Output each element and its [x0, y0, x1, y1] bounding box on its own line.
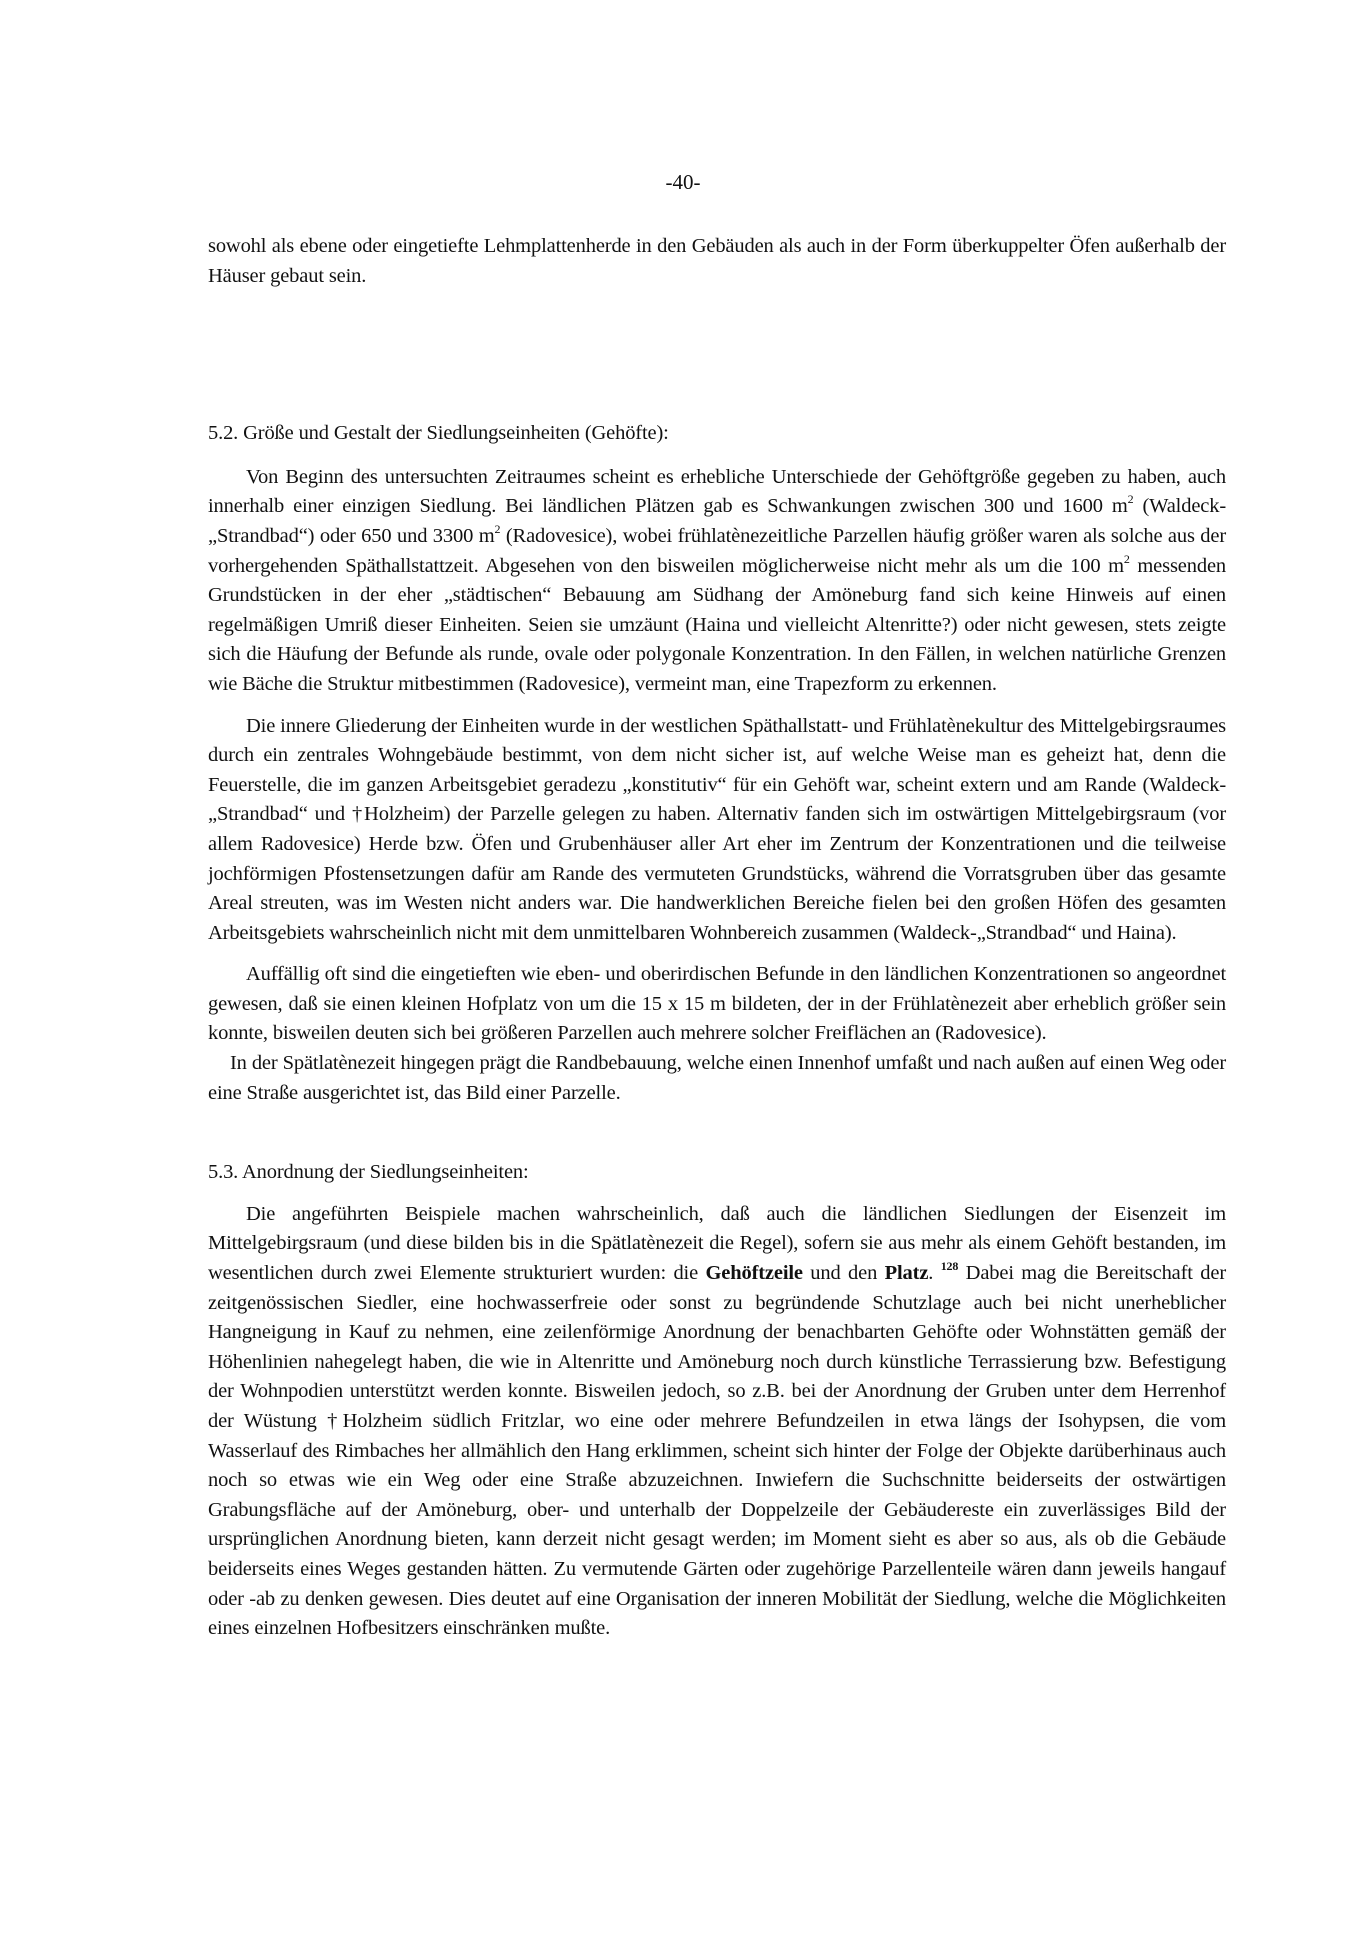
- superscript: 2: [494, 521, 501, 536]
- section-5-2-paragraph-2: Die innere Gliederung der Einheiten wurde in der westlichen Späthallstatt- und Frühlatènekultur des Mittelgebirgsraumes durch ein zentrales Wohngebäude bestimmt, von dem nicht sicher ist, auf welche Weise man es geheizt hat, denn die Feuerstelle, die im ganzen Arbeitsgebiet geradezu „konstitutiv“ für ein Gehöft war, scheint extern und am Rande (Waldeck-„Strandbad“ und †Holzheim) der Parzelle gelegen zu haben. Alternativ fanden sich im ostwärtigen Mittelgebirgsraum (vor allem Radovesice) Herde bzw. Öfen und Grubenhäuser aller Art eher im Zentrum der Konzentrationen und die teilweise jochförmigen Pfostensetzungen dafür am Rande des vermuteten Grundstücks, während die Vorratsgruben über das gesamte Areal streuten, was im Westen nicht anders war. Die handwerklichen Bereiche fielen bei den großen Höfen des gesamten Arbeitsgebiets wahrscheinlich nicht mit dem unmittelbaren Wohnbereich zusammen (Waldeck-„Strandbad“ und Haina).: [208, 714, 1226, 944]
- document-body: [208, 160, 1226, 1644]
- section-5-3-paragraph-1: Die angeführten Beispiele machen wahrscheinlich, daß auch die ländlichen Siedlungen der Eisenzeit im Mittelgebirgsraum (und diese bilden bis in die Spätlatènezeit die Regel), sofern sie aus mehr als einem Gehöft bestanden, im wesentlichen durch zwei Elemente strukturiert wurden: die Gehöftzeile und den Platz. $^{128}$ Dabei mag die Bereitschaft der zeitgenössischen Siedler, eine hochwasserfreie oder sonst zu begründende Schutzlage auch bei nicht unerheblicher Hangneigung in Kauf zu nehmen, eine zeilenförmige Anordnung der benachbarten Gehöfte oder Wohnstätten gemäß der Höhenlinien nahegelegt haben, die wie in Altenritte und Amöneburg noch durch künstliche Terrassierung bzw. Befestigung der Wohnpodien unterstützt werden konnte. Bisweilen jedoch, so z.B. bei der Anordnung der Gruben unter dem Herrenhof der Wüstung †Holzheim südlich Fritzlar, wo eine oder mehrere Befundzeilen in etwa längs der Isohypsen, die vom Wasserlauf des Rimbaches her allmählich den Hang erklimmen, scheint sich hinter der Folge der Objekte darüberhinaus auch noch so etwas wie ein Weg oder eine Straße abzuzeichnen. Inwiefern die Suchschnitte beiderseits der ostwärtigen Grabungsfläche auf der Amöneburg, ober- und unterhalb der Doppelzeile der Gebäudereste ein zuverlässiges Bild der ursprünglichen Anordnung bieten, kann derzeit nicht gesagt werden; im Moment sieht es aber so aus, als ob die Gebäude beiderseits eines Weges gestanden hätten. Zu vermutende Gärten oder zugehörige Parzellenteile wären dann jeweils hangauf oder -ab zu denken gewesen. Dies deutet auf eine Organisation der inneren Mobilität der Siedlung, welche die Möglichkeiten eines einzelnen Hofbesitzers einschränken mußte.: [208, 1202, 1227, 1640]
- section-5-2-paragraph-4: In der Spätlatènezeit hingegen prägt die Randbebauung, welche einen Innenhof umfaßt und nach außen auf einen Weg oder eine Straße ausgerichtet ist, das Bild einer Parzelle.: [208, 1052, 1226, 1104]
- footnote-marker: 128: [940, 1259, 959, 1274]
- intro-paragraph: sowohl als ebene oder eingetiefte Lehmplattenherde in den Gebäuden als auch in der Form überkuppelter Öfen außerhalb der Häuser gebaut sein.: [208, 235, 1226, 287]
- section-5-2-paragraph-3: Auffällig oft sind die eingetieften wie eben- und oberirdischen Befunde in den ländlichen Konzentrationen so angeordnet gewesen, daß sie einen kleinen Hofplatz von um die 15 x 15 m bildeten, der in der Frühlatènezeit aber erheblich größer sein konnte, bisweilen deuten sich bei größeren Parzellen auch mehrere solcher Freiflächen an (Radovesice).: [208, 963, 1226, 1045]
- section-5-2-paragraph-1: Von Beginn des untersuchten Zeitraumes scheint es erhebliche Unterschiede der Gehöftgröße gegeben zu haben, auch innerhalb einer einzigen Siedlung. Bei ländlichen Plätzen gab es Schwankungen zwischen 300 und 1600 $m^2$ (Waldeck-„Strandbad“) oder 650 und 3300 $m^2$ (Radovesice), wobei frühlatènezeitliche Parzellen häufig größer waren als solche aus der vorhergehenden Späthallstattzeit. Abgesehen von den bisweilen möglicherweise nicht mehr als um die 100 $m^2$ messenden Grundstücken in der eher „städtischen“ Bebauung am Südhang der Amöneburg fand sich keine Hinweis auf einen regelmäßigen Umriß dieser Einheiten. Seien sie umzäunt (Haina und vielleicht Altenritte?) oder nicht gewesen, stets zeigte sich die Häufung der Befunde als runde, ovale oder polygonale Konzentration. In den Fällen, in welchen natürliche Grenzen wie Bäche die Struktur mitbestimmen (Radovesice), vermeint man, eine Trapezform zu erkennen.: [208, 465, 1227, 695]
- bold-term: Platz: [884, 1262, 929, 1285]
- bold-term: Gehöftzeile: [705, 1262, 803, 1285]
- section-5-2-heading: 5.2. Größe und Gestalt der Siedlungseinheiten (Gehöfte):: [208, 422, 669, 445]
- superscript: 2: [1123, 551, 1130, 566]
- page-number: -40-: [665, 170, 701, 194]
- section-5-3-heading: 5.3. Anordnung der Siedlungseinheiten:: [208, 1161, 529, 1184]
- superscript: 2: [1127, 492, 1134, 507]
